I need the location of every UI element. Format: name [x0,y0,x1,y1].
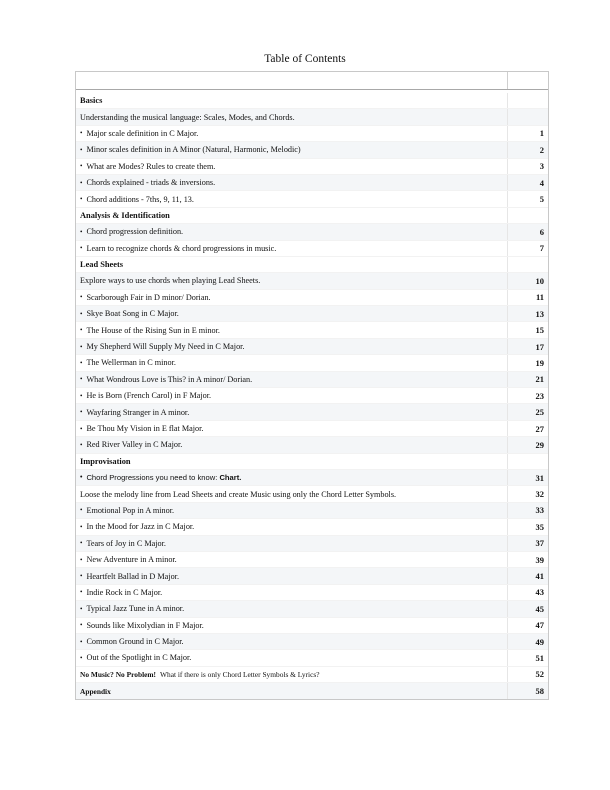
toc-entry-page: 21 [535,374,544,385]
bullet-icon: • [80,653,83,662]
toc-entry-label: Major scale definition in C Major. [86,128,199,138]
bullet-icon: • [80,129,83,138]
bullet-icon: • [80,588,83,597]
toc-entry-page: 43 [535,587,544,598]
section-heading-basics: Basics [76,93,548,109]
section-heading-lead-sheets: Lead Sheets [76,257,548,273]
toc-entry[interactable] [76,585,548,601]
toc-entry-page: 27 [535,423,544,434]
bullet-icon: • [80,637,83,646]
bullet-icon: • [80,178,83,187]
bullet-icon: • [80,572,83,581]
toc-entry-page: 49 [535,636,544,647]
bullet-icon: • [80,342,83,351]
section-heading-analysis: Analysis & Identification [76,208,548,224]
toc-entry-page: 6 [539,226,544,237]
toc-entry-label: He is Born (French Carol) in F Major. [86,391,212,401]
toc-entry[interactable] [76,634,548,650]
toc-entry[interactable] [76,159,548,175]
bullet-icon: • [80,621,83,630]
bullet-icon: • [80,358,83,367]
toc-entry[interactable] [76,388,548,404]
toc-entry-page: 1 [539,128,544,139]
toc-entry-label: Typical Jazz Tune in A minor. [86,604,185,614]
toc-entry-label: Indie Rock in C Major. [86,587,163,597]
bullet-icon: • [80,244,83,253]
toc-entry[interactable] [76,618,548,634]
toc-entry[interactable] [76,503,548,519]
toc-entry-label: Learn to recognize chords & chord progressions in music. [86,243,277,253]
bullet-icon: • [80,293,83,302]
bullet-icon: • [80,195,83,204]
bullet-icon: • [80,145,83,154]
toc-entry-page: 17 [535,341,544,352]
toc-entry-page: 41 [535,571,544,582]
toc-entry[interactable] [76,175,548,191]
toc-entry-label: Chord progression definition. [86,227,184,237]
analysis-list [76,224,548,257]
toc-entry-page: 29 [535,439,544,450]
toc-entry[interactable] [76,372,548,388]
toc-entry-chart[interactable]: • Chord Progressions you need to know: Chart. 31 [76,470,548,486]
toc-entry-page: 47 [535,620,544,631]
section-intro-lead-sheets[interactable]: Explore ways to use chords when playing Lead Sheets. 10 [76,273,548,289]
toc-entry-label: Common Ground in C Major. [86,637,184,647]
toc-entry-label: Red River Valley in C Major. [86,440,183,450]
toc-entry-label: My Shepherd Will Supply My Need in C Major. [86,342,245,352]
toc-entry[interactable] [76,306,548,322]
toc-entry-label: Heartfelt Ballad in D Major. [86,571,179,581]
bullet-icon: • [80,391,83,400]
bullet-icon: • [80,506,83,515]
toc-entry-page: 4 [539,177,544,188]
section-heading-improvisation: Improvisation [76,454,548,470]
toc-entry-label: The House of the Rising Sun in E minor. [86,325,220,335]
section-intro-improvisation[interactable]: Loose the melody line from Lead Sheets and create Music using only the Chord Letter Symbols. 32 [76,486,548,502]
toc-entry-label: Chord additions - 7ths, 9, 11, 13. [86,194,194,204]
toc-entry-label: What are Modes? Rules to create them. [86,161,216,171]
toc-entry-label: Minor scales definition in A Minor (Natural, Harmonic, Melodic) [86,145,301,155]
bullet-icon: • [80,424,83,433]
toc-entry-page: 15 [535,325,544,336]
toc-entry[interactable] [76,241,548,257]
toc-entry-appendix[interactable]: Appendix 58 [76,683,548,699]
toc-entry[interactable] [76,191,548,207]
page-title: Table of Contents [264,53,346,65]
toc-entry-page: 2 [539,144,544,155]
toc-entry-label: What Wondrous Love is This? in A minor/ Dorian. [86,374,253,384]
toc-entry[interactable] [76,650,548,666]
toc-entry-no-music[interactable]: No Music? No Problem! What if there is only Chord Letter Symbols & Lyrics? 52 [76,667,548,683]
bullet-icon: • [80,604,83,613]
lead-sheets-list [76,290,548,454]
toc-entry[interactable] [76,290,548,306]
bullet-icon: • [80,309,83,318]
section-intro-basics: Understanding the musical language: Scales, Modes, and Chords. [76,109,548,125]
bullet-icon: • [80,440,83,449]
bullet-icon: • [80,555,83,564]
toc-entry-page: 19 [535,357,544,368]
table-header-row [76,72,548,90]
toc-entry-label: Out of the Spotlight in C Major. [86,653,192,663]
toc-entry[interactable] [76,404,548,420]
bullet-icon: • [80,408,83,417]
toc-entry-page: 45 [535,603,544,614]
toc-entry-label: Sounds like Mixolydian in F Major. [86,620,204,630]
toc-entry-label: Emotional Pop in A minor. [86,505,175,515]
toc-entry-page: 7 [539,243,544,254]
toc-table [75,71,549,700]
toc-entry-page: 5 [539,194,544,205]
toc-entry[interactable] [76,339,548,355]
toc-entry[interactable] [76,142,548,158]
toc-entry-label: Chords explained - triads & inversions. [86,178,216,188]
toc-entry-page: 23 [535,390,544,401]
toc-entry[interactable] [76,322,548,338]
bullet-icon: • [80,539,83,548]
bullet-icon: • [80,326,83,335]
toc-entry[interactable] [76,421,548,437]
toc-entry-page: 37 [535,538,544,549]
toc-entry-label: Scarborough Fair in D minor/ Dorian. [86,292,211,302]
toc-entry-page: 33 [535,505,544,516]
toc-entry[interactable] [76,355,548,371]
toc-entry[interactable] [76,126,548,142]
improvisation-list [76,503,548,667]
toc-entry-page: 13 [535,308,544,319]
toc-entry[interactable] [76,568,548,584]
toc-entry-label: The Wellerman in C minor. [86,358,176,368]
bullet-icon: • [80,162,83,171]
toc-entry[interactable] [76,552,548,568]
toc-entry-page: 11 [535,292,544,303]
toc-entry-page: 39 [535,554,544,565]
bullet-icon: • [80,375,83,384]
toc-entry-page: 51 [535,652,544,663]
toc-entry-page: 25 [535,407,544,418]
toc-entry-page: 3 [539,161,544,172]
bullet-icon: • [80,227,83,236]
toc-entry[interactable] [76,437,548,453]
toc-entry-label: In the Mood for Jazz in C Major. [86,522,195,532]
toc-entry-page: 35 [535,521,544,532]
toc-entry-label: Skye Boat Song in C Major. [86,309,179,319]
toc-entry-label: Be Thou My Vision in E flat Major. [86,424,204,433]
bullet-icon: • [80,474,83,482]
toc-entry[interactable] [76,519,548,535]
toc-entry[interactable] [76,536,548,552]
toc-entry-label: Wayfaring Stranger in A minor. [86,407,190,417]
toc-entry-label: New Adventure in A minor. [86,555,177,565]
toc-entry[interactable] [76,601,548,617]
toc-entry-label: Tears of Joy in C Major. [86,538,166,548]
bullet-icon: • [80,522,83,531]
toc-entry[interactable] [76,224,548,240]
basics-list [76,126,548,208]
